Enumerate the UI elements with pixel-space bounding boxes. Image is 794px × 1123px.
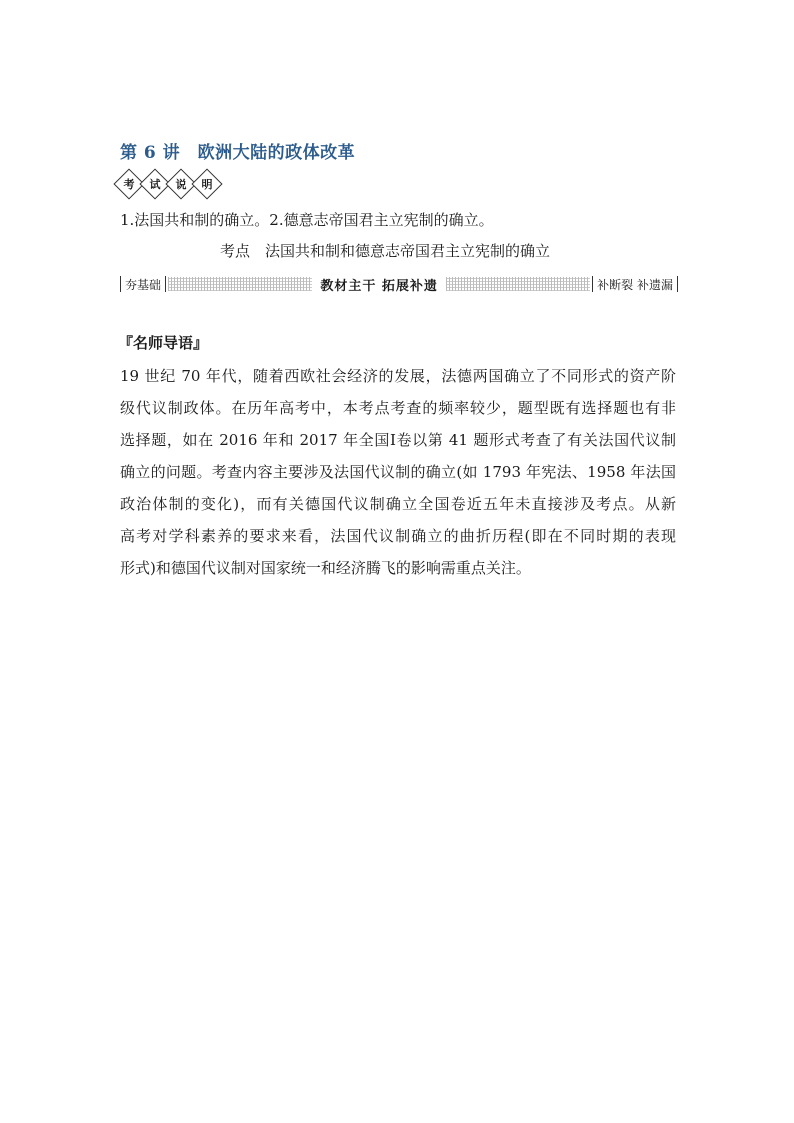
section-banner	[120, 274, 678, 294]
paragraph-line: 确立的问题。考查内容主要涉及法国代议制的确立(如 1793 年宪法、1958 年法国	[120, 463, 676, 481]
badge-diamond	[191, 168, 222, 199]
key-point-title: 考点 法国共和制和德意志帝国君主立宪制的确立	[220, 242, 551, 260]
teacher-guide-label: 『名师导语』	[118, 334, 209, 352]
badge-char: 说	[175, 177, 187, 191]
banner-right-label: 补断裂 补遗漏	[597, 277, 673, 292]
banner-center-label: 教材主干 拓展补遗	[320, 278, 438, 294]
banner-divider	[165, 276, 166, 292]
paragraph-line: 政治体制的变化)，而有关德国代议制确立全国卷近五年未直接涉及考点。从新	[120, 495, 676, 513]
learning-objectives: 1.法国共和制的确立。2.德意志帝国君主立宪制的确立。	[120, 211, 494, 229]
banner-pattern	[168, 277, 312, 291]
badge-char: 明	[201, 177, 213, 191]
exam-notes-badge	[118, 173, 222, 195]
paragraph-line: 级代议制政体。在历年高考中，本考点考查的频率较少，题型既有选择题也有非	[120, 399, 676, 417]
badge-char: 试	[149, 177, 161, 191]
banner-pattern	[446, 277, 590, 291]
paragraph-line: 高考对学科素养的要求来看，法国代议制确立的曲折历程(即在不同时期的表现	[120, 527, 676, 545]
paragraph-line: 形式)和德国代议制对国家统一和经济腾飞的影响需重点关注。	[120, 559, 531, 577]
banner-divider	[677, 276, 678, 292]
teacher-guide-paragraph	[120, 360, 676, 584]
paragraph-line: 选择题，如在 2016 年和 2017 年全国Ⅰ卷以第 41 题形式考查了有关法国代议制	[120, 431, 676, 449]
banner-left-label: 夯基础	[125, 277, 162, 292]
badge-char: 考	[123, 177, 135, 191]
lesson-title: 第 6 讲 欧洲大陆的政体改革	[120, 143, 356, 163]
paragraph-line: 19 世纪 70 年代，随着西欧社会经济的发展，法德两国确立了不同形式的资产阶	[120, 367, 676, 385]
